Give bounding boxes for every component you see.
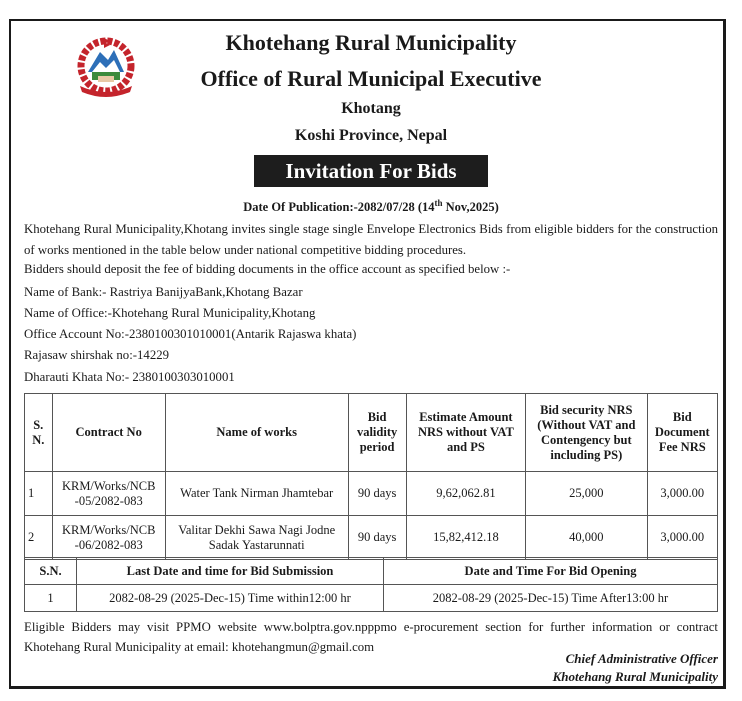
deposit-instruction: Bidders should deposit the fee of bidding documents in the office account as specified below :-: [24, 262, 511, 276]
dharauti-khata: Dharauti Khata No:- 2380100303010001: [24, 370, 235, 384]
dates-table: [24, 557, 718, 612]
col-sn: S. N.: [25, 394, 53, 472]
municipality-title: Khotehang Rural Municipality: [225, 30, 517, 55]
dates-table-header: [25, 558, 718, 585]
cell-document-fee: 3,000.00: [647, 516, 717, 560]
notice-banner: Invitation For Bids: [254, 155, 488, 187]
pub-date-prefix: Date Of Publication:-2082/07/28 (14: [243, 200, 435, 215]
office-account: Office Account No:-2380100301010001(Antarik Rajaswa khata): [24, 327, 357, 341]
pub-date-sup: th: [434, 198, 443, 208]
signatory-org: Khotehang Rural Municipality: [552, 669, 718, 684]
col-estimate-amount: Estimate Amount NRS without VAT and PS: [406, 394, 525, 472]
publication-date: [0, 198, 742, 215]
footer-note: Eligible Bidders may visit PPMO website www.bolptra.gov.npppmo e-procurement section for further information or contract Khotehang Rural Municipality at email: khotehangmun@gmail.com: [24, 620, 718, 654]
table-row: [25, 585, 718, 612]
cell-sn: 1: [25, 472, 53, 516]
cell-name-of-works: Water Tank Nirman Jhamtebar: [165, 472, 348, 516]
cell-bid-validity: 90 days: [348, 472, 406, 516]
col-bid-opening: Date and Time For Bid Opening: [384, 558, 718, 585]
cell-sn: 1: [25, 585, 77, 612]
col-submission-deadline: Last Date and time for Bid Submission: [77, 558, 384, 585]
cell-name-of-works: Valitar Dekhi Sawa Nagi Jodne Sadak Yastarunnati: [165, 516, 348, 560]
cell-bid-opening: 2082-08-29 (2025-Dec-15) Time After13:00 hr: [384, 585, 718, 612]
col-name-of-works: Name of works: [165, 394, 348, 472]
cell-estimate-amount: 9,62,062.81: [406, 472, 525, 516]
cell-submission-deadline: 2082-08-29 (2025-Dec-15) Time within12:00 hr: [77, 585, 384, 612]
col-document-fee: Bid Document Fee NRS: [647, 394, 717, 472]
cell-bid-security: 25,000: [526, 472, 647, 516]
cell-contract-no: KRM/Works/NCB -05/2082-083: [52, 472, 165, 516]
bids-table-header: [25, 394, 718, 472]
intro-paragraph: Khotehang Rural Municipality,Khotang invites single stage single Envelope Electronics Bids from eligible bidders for the construction of works mentioned in the table below under national competitive bidding procedures.: [24, 222, 718, 257]
col-contract-no: Contract No: [52, 394, 165, 472]
cell-document-fee: 3,000.00: [647, 472, 717, 516]
cell-sn: 2: [25, 516, 53, 560]
bids-table: [24, 393, 718, 560]
office-name: Name of Office:-Khotehang Rural Municipality,Khotang: [24, 306, 316, 320]
cell-contract-no: KRM/Works/NCB -06/2082-083: [52, 516, 165, 560]
district-name: Khotang: [341, 100, 401, 117]
pub-date-suffix: Nov,2025): [442, 200, 499, 215]
cell-estimate-amount: 15,82,412.18: [406, 516, 525, 560]
col-sn: S.N.: [25, 558, 77, 585]
province-name: Koshi Province, Nepal: [294, 127, 448, 144]
col-bid-validity: Bid validity period: [348, 394, 406, 472]
cell-bid-security: 40,000: [526, 516, 647, 560]
office-title: Office of Rural Municipal Executive: [200, 66, 542, 91]
cell-bid-validity: 90 days: [348, 516, 406, 560]
table-row: [25, 516, 718, 560]
table-row: [25, 472, 718, 516]
rajasaw-shirshak: Rajasaw shirshak no:-14229: [24, 348, 170, 362]
signatory-title: Chief Administrative Officer: [565, 651, 718, 666]
col-bid-security: Bid security NRS (Without VAT and Contengency but including PS): [526, 394, 647, 472]
bank-name: Name of Bank:- Rastriya BanijyaBank,Khotang Bazar: [24, 285, 303, 299]
